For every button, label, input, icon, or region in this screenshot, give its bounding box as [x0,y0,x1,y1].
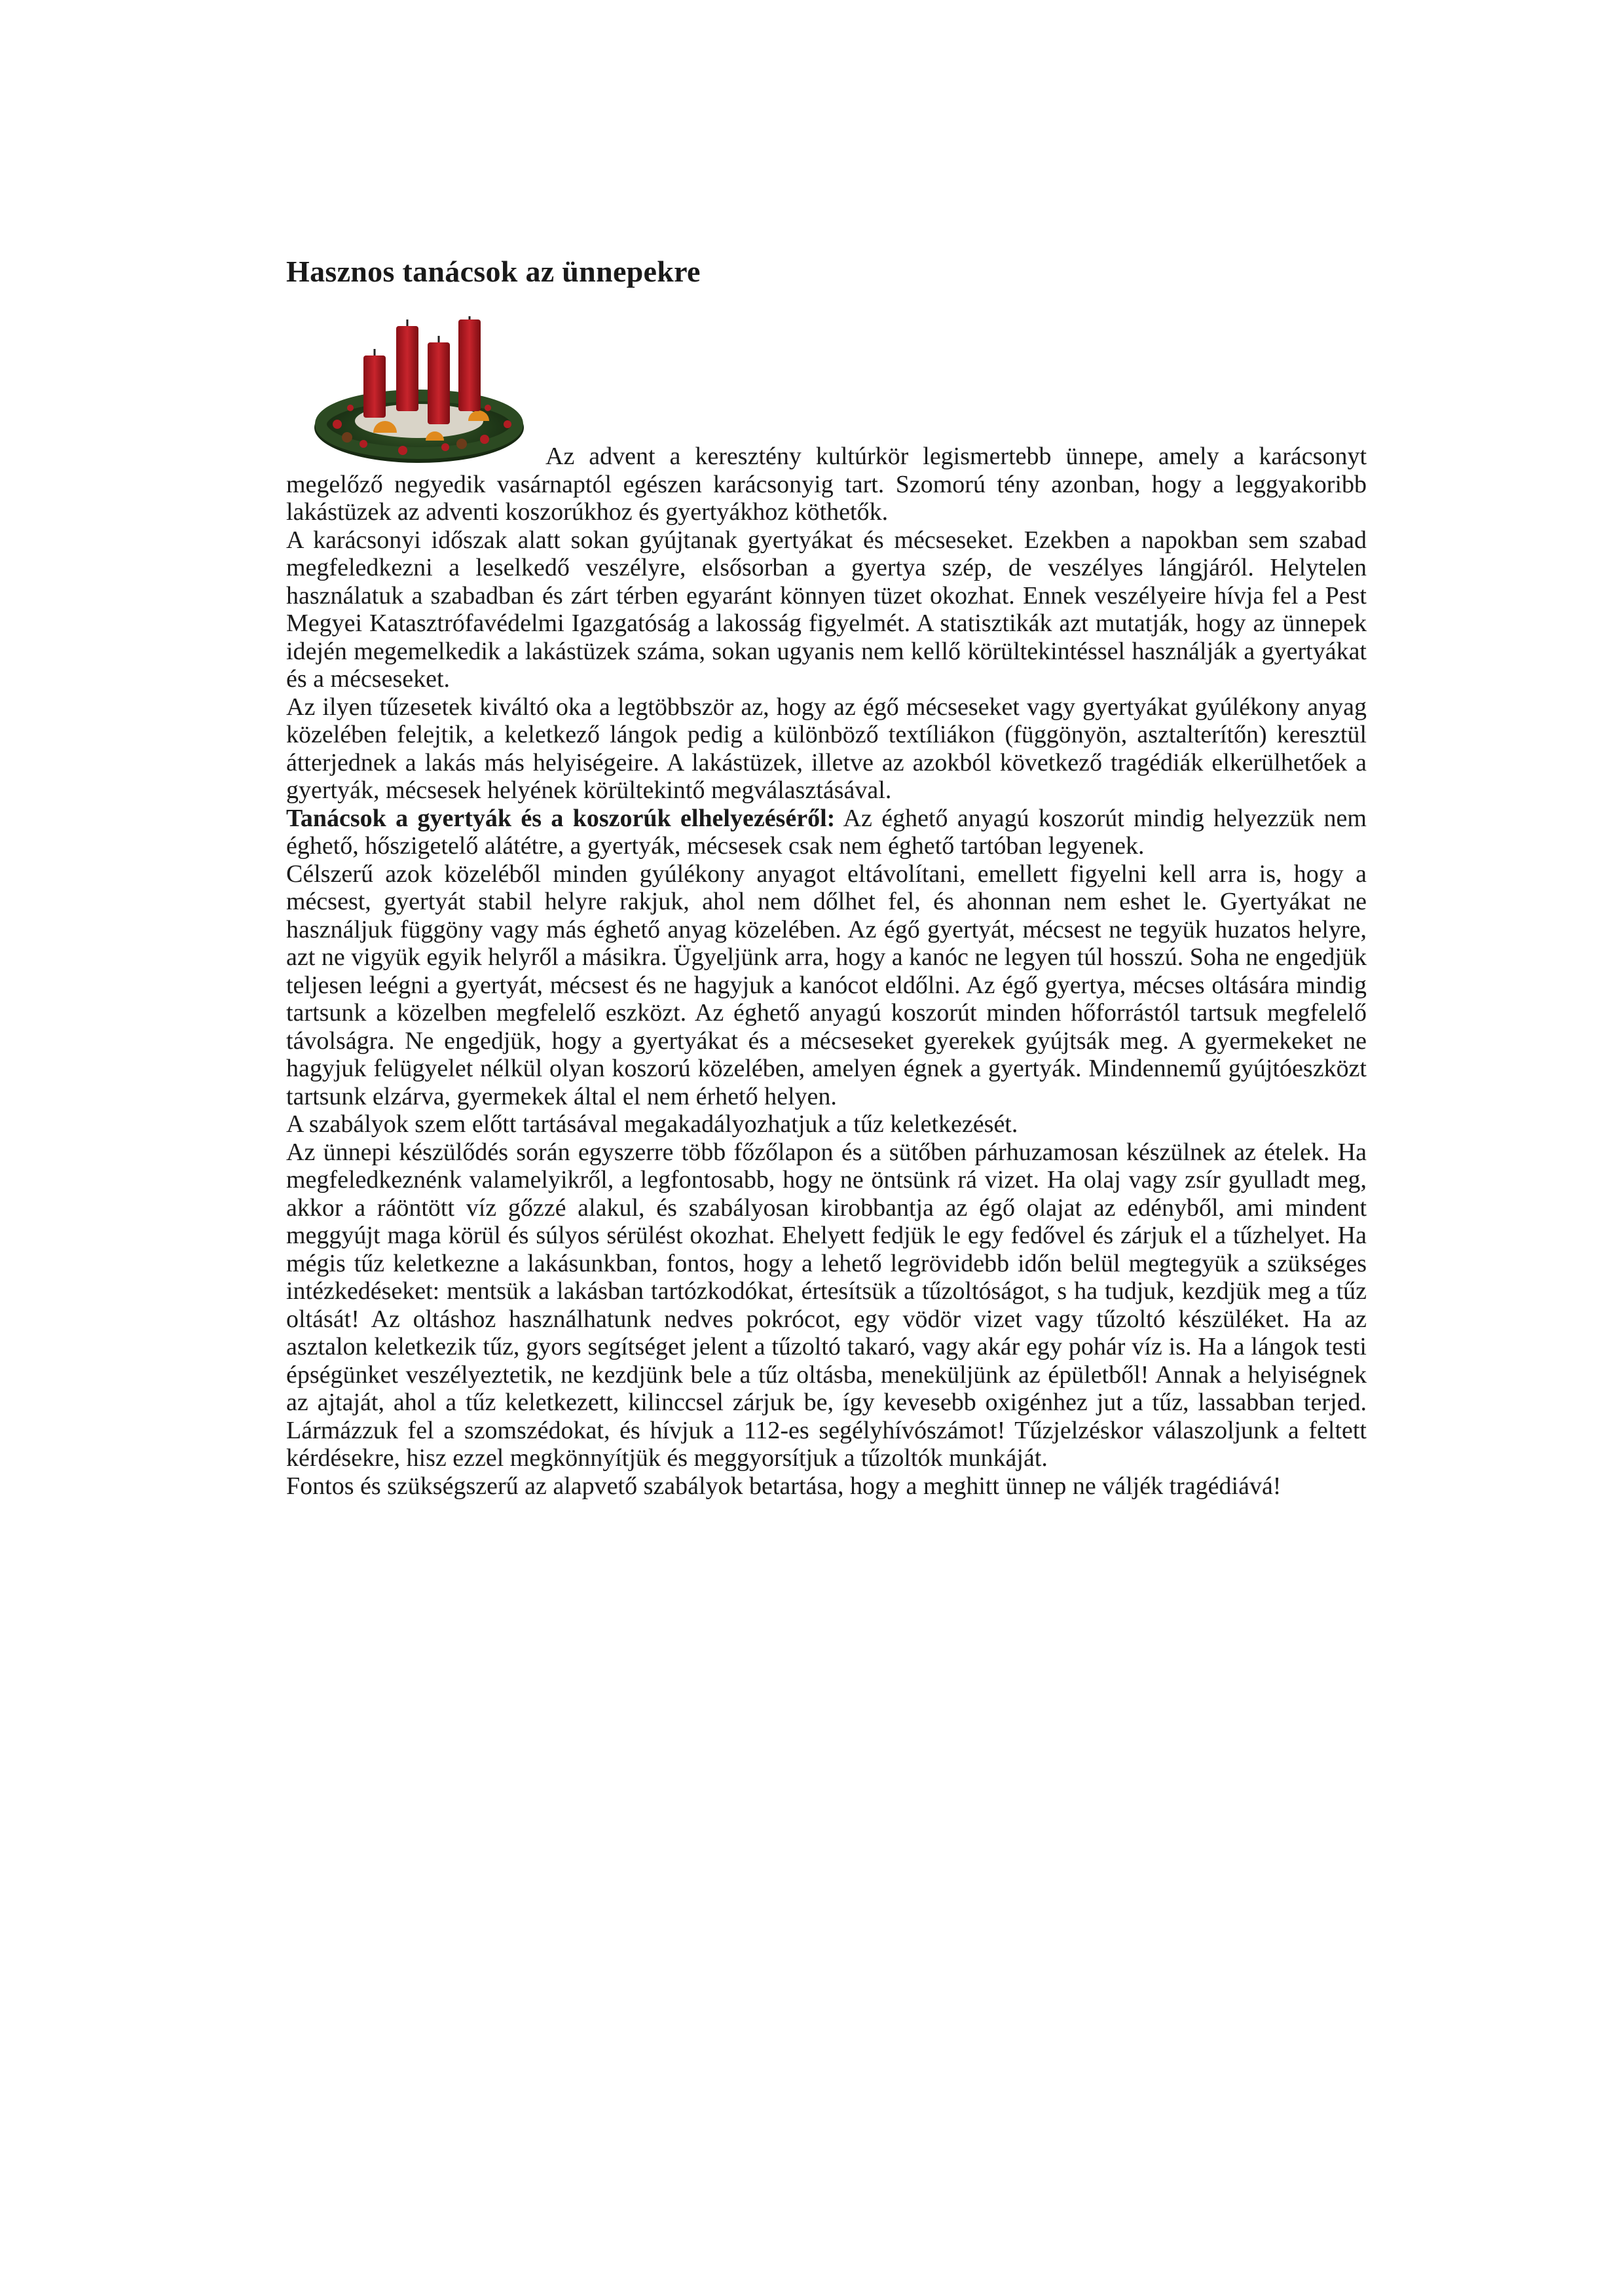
paragraph: Az ilyen tűzesetek kiváltó oka a legtöbbször az, hogy az égő mécseseket vagy gyertyákat gyúlékony anyag közelében felejtik, a keletkező lángok pedig a különböző textíliákon (függönyön, asztalterítőn) keresztül átterjednek a lakás más helyiségeire. A lakástüzek, illetve az azokból következő tragédiák elkerülhetőek a gyertyák, mécsesek helyének körültekintő megválasztásával. [286,693,1367,804]
paragraph: Fontos és szükségszerű az alapvető szabályok betartása, hogy a meghitt ünnep ne váljék tragédiává! [286,1472,1282,1500]
document-title: Hasznos tanácsok az ünnepekre [286,255,701,288]
tips-heading: Tanácsok a gyertyák és a koszorúk elhelyezéséről: [286,804,836,832]
tips-paragraph [286,805,1367,860]
paragraph: Az advent a keresztény kultúrkör legismertebb ünnepe, amely a karácsonyt megelőző negyedik vasárnaptól egészen karácsonyig tart. Szomorú tény azonban, hogy a leggyakoribb lakástüzek az adventi koszorúkhoz és gyertyákhoz köthetők. [286,443,1367,526]
paragraph: A karácsonyi időszak alatt sokan gyújtanak gyertyákat és mécseseket. Ezekben a napokban sem szabad megfeledkezni a leselkedő veszélyre, elsősorban a gyertya szép, de veszélyes lángjáról. Helytelen használatuk a szabadban és zárt térben egyaránt könnyen tüzet okozhat. Ennek veszélyeire hívja fel a Pest Megyei Katasztrófavédelmi Igazgatóság a lakosság figyelmét. A statisztikák azt mutatják, hogy az ünnepek idején megemelkedik a lakástüzek száma, sokan ugyanis nem kellő körültekintéssel használják a gyertyákat és a mécseseket. [286,526,1367,693]
paragraph: A szabályok szem előtt tartásával megakadályozhatjuk a tűz keletkezését. [286,1110,1018,1138]
tips-intro: Az éghető anyagú koszorút mindig helyezzük nem éghető, hőszigetelő alátétre, a gyertyák, mécsesek csak nem éghető tartóban legyenek. [286,804,1367,860]
paragraph: Célszerű azok közeléből minden gyúlékony anyagot eltávolítani, emellett figyelni kell arra is, hogy a mécsest, gyertyát stabil helyre rakjuk, ahol nem dőlhet fel, és ahonnan nem eshet le. Gyertyákat ne használjuk függöny vagy más éghető anyag közelében. Az égő gyertyát, mécsest ne tegyük huzatos helyre, azt ne vigyük egyik helyről a másikra. Ügyeljünk arra, hogy a kanóc ne legyen túl hosszú. Soha ne engedjük teljesen leégni a gyertyát, mécsest és ne hagyjuk a kanócot eldőlni. Az égő gyertya, mécses oltására mindig tartsunk a közelben megfelelő eszközt. Az éghető anyagú koszorút minden hőforrástól tartsuk megfelelő távolságra. Ne engedjük, hogy a gyertyákat és a mécseseket gyerekek gyújtsák meg. A gyermekeket ne hagyjuk felügyelet nélkül olyan koszorú közelében, amelyen égnek a gyertyák. Mindennemű gyújtóeszközt tartsunk elzárva, gyermekek által el nem érhető helyen. [286,860,1367,1110]
document-body [286,443,1367,1500]
paragraph: Az ünnepi készülődés során egyszerre több főzőlapon és a sütőben párhuzamosan készülnek az ételek. Ha megfeledkeznénk valamelyikről, a legfontosabb, hogy ne öntsünk rá vizet. Ha olaj vagy zsír gyulladt meg, akkor a ráöntött víz gőzzé alakul, és szabályosan kirobbantja az égő olajat az edényből, ami mindent meggyújt maga körül és súlyos sérülést okozhat. Ehelyett fedjük le egy fedővel és zárjuk el a tűzhelyet. Ha mégis tűz keletkezne a lakásunkban, fontos, hogy a lehető legrövidebb időn belül megtegyük a szükséges intézkedéseket: mentsük a lakásban tartózkodókat, értesítsük a tűzoltóságot, s ha tudjuk, kezdjük meg a tűz oltását! Az oltáshoz használhatunk nedves pokrócot, egy vödör vizet vagy tűzoltó készüléket. Ha az asztalon keletkezik tűz, gyors segítséget jelent a tűzoltó takaró, vagy akár egy pohár víz is. Ha a lángok testi épségünket veszélyeztetik, ne kezdjünk bele a tűz oltásba, meneküljünk az épületből! Annak a helyiségnek az ajtaját, ahol a tűz keletkezett, kilinccsel zárjuk be, így kevesebb oxigénhez jut a tűz, lassabban terjed. Lármázzuk fel a szomszédokat, és hívjuk a 112-es segélyhívószámot! Tűzjelzéskor válaszoljunk a feltett kérdésekre, hisz ezzel megkönnyítjük és meggyorsítjuk a tűzoltók munkáját. [286,1138,1367,1472]
